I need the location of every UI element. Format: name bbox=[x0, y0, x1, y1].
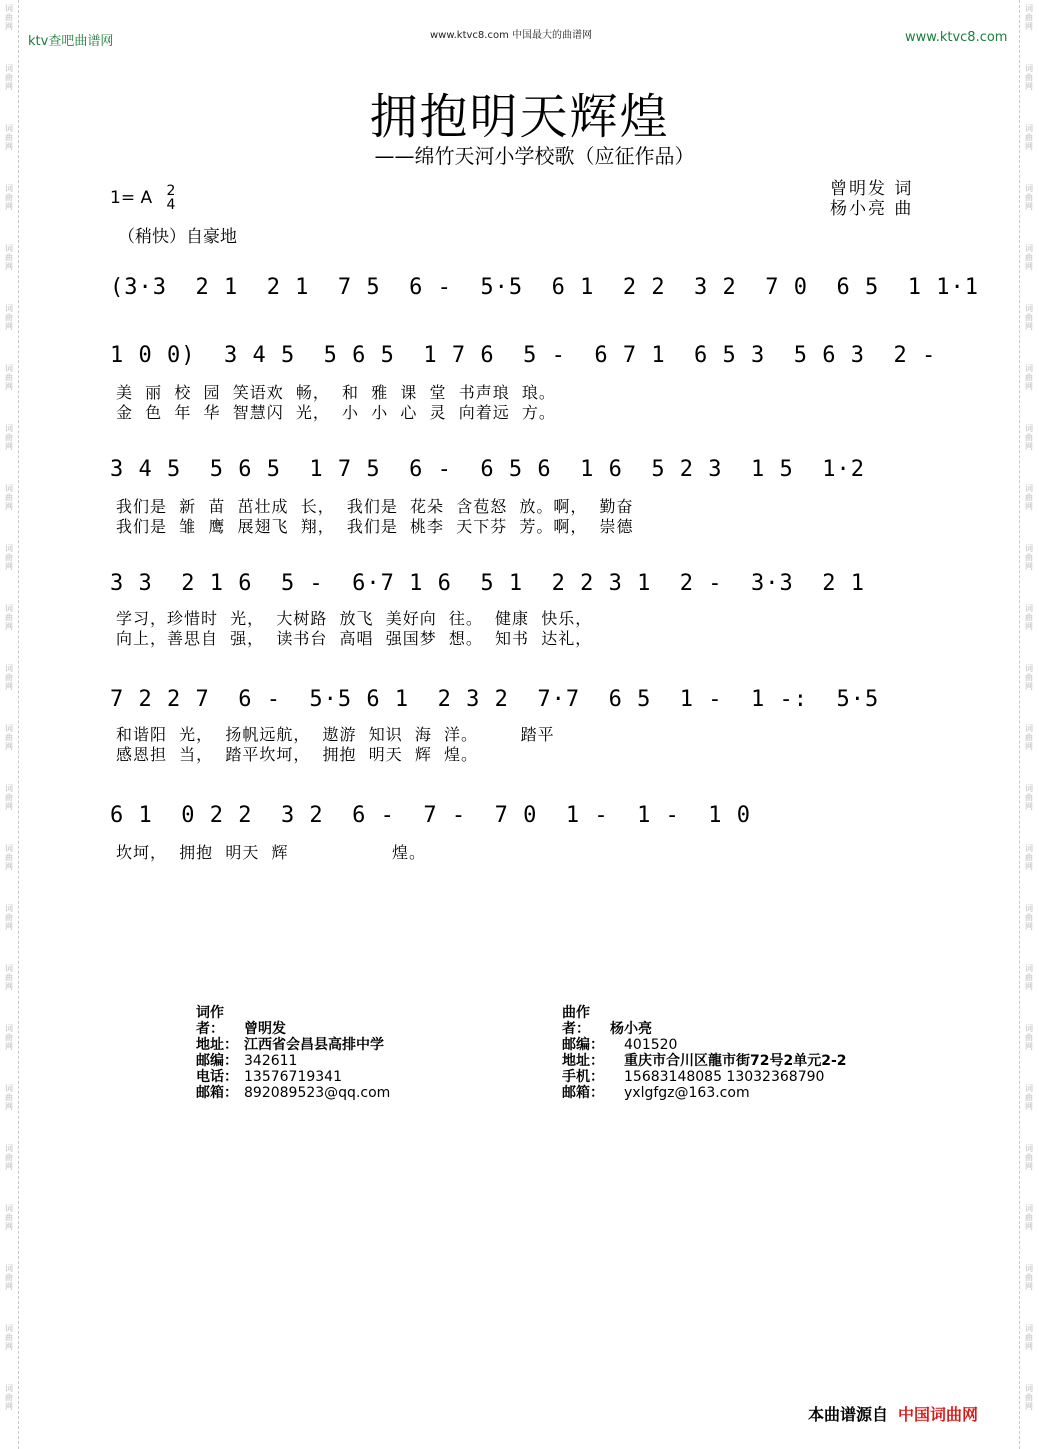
notation-line: (3·3 2 1 2 1 7 5 6 - 5·5 6 1 2 2 3 2 7 0 6 5 1 1·1 bbox=[110, 275, 979, 300]
lyric-verse-1: 美 丽 校 园 笑语欢 畅， 和 雅 课 堂 书声琅 琅。 bbox=[116, 383, 556, 402]
contact-line bbox=[562, 1037, 847, 1053]
side-watermark-mark: 词曲网 bbox=[5, 184, 13, 211]
contact-label: 曲作者： bbox=[562, 1005, 590, 1037]
key-signature: 1= A bbox=[110, 188, 153, 208]
source-credit bbox=[808, 1402, 978, 1425]
contact-email[interactable]: 892089523@qq.com bbox=[244, 1085, 391, 1101]
side-watermark-mark: 词曲网 bbox=[5, 1264, 13, 1291]
side-watermark-mark: 词曲网 bbox=[5, 1084, 13, 1111]
side-watermark-mark: 词曲网 bbox=[5, 544, 13, 571]
contact-label: 电话： bbox=[196, 1069, 238, 1085]
side-watermark-mark: 词曲网 bbox=[1025, 664, 1033, 691]
header-center-text: www.ktvc8.com 中国最大的曲谱网 bbox=[430, 30, 593, 41]
lyric-verse-2: 金 色 年 华 智慧闪 光， 小 小 心 灵 向着远 方。 bbox=[116, 403, 556, 422]
side-watermark-mark: 词曲网 bbox=[1025, 1084, 1033, 1111]
side-watermark-mark: 词曲网 bbox=[1025, 904, 1033, 931]
side-watermark-mark: 词曲网 bbox=[1025, 64, 1033, 91]
contact-label: 地址： bbox=[562, 1053, 604, 1069]
contact-value: 13576719341 bbox=[244, 1069, 342, 1085]
lyric-verse-1: 学习，珍惜时 光， 大树路 放飞 美好向 往。 健康 快乐， bbox=[116, 609, 593, 628]
contact-value: 342611 bbox=[244, 1053, 298, 1069]
lyricist-contact bbox=[196, 1005, 390, 1101]
side-watermark-mark: 词曲网 bbox=[1025, 604, 1033, 631]
side-watermark-mark: 词曲网 bbox=[5, 1204, 13, 1231]
side-watermark-mark: 词曲网 bbox=[1025, 964, 1033, 991]
time-signature-top: 2 bbox=[166, 183, 176, 199]
lyric-verse-1: 坎坷， 拥抱 明天 辉 煌。 bbox=[116, 843, 426, 862]
left-watermark-strip bbox=[0, 0, 19, 1449]
side-watermark-mark: 词曲网 bbox=[5, 784, 13, 811]
source-brand-link[interactable]: 中国词曲网 bbox=[898, 1405, 979, 1424]
contact-email[interactable]: yxlgfgz@163.com bbox=[624, 1085, 750, 1101]
contact-line bbox=[196, 1069, 390, 1085]
contact-label: 地址： bbox=[196, 1037, 238, 1053]
side-watermark-mark: 词曲网 bbox=[5, 64, 13, 91]
contact-line bbox=[562, 1053, 847, 1069]
side-watermark-mark: 词曲网 bbox=[5, 964, 13, 991]
side-watermark-mark: 词曲网 bbox=[5, 244, 13, 271]
contact-label: 手机： bbox=[562, 1069, 604, 1085]
side-watermark-mark: 词曲网 bbox=[1025, 424, 1033, 451]
contact-value: 15683148085 13032368790 bbox=[624, 1069, 825, 1085]
side-watermark-mark: 词曲网 bbox=[1025, 1324, 1033, 1351]
contact-value: 江西省会昌县高排中学 bbox=[244, 1037, 384, 1053]
contact-value: 401520 bbox=[624, 1037, 678, 1053]
contact-label: 邮编： bbox=[562, 1037, 604, 1053]
side-watermark-mark: 词曲网 bbox=[1025, 1144, 1033, 1171]
side-watermark-mark: 词曲网 bbox=[1025, 1384, 1033, 1411]
side-watermark-mark: 词曲网 bbox=[5, 724, 13, 751]
side-watermark-mark: 词曲网 bbox=[1025, 484, 1033, 511]
notation-line: 3 3 2 1 6 5 - 6·7 1 6 5 1 2 2 3 1 2 - 3·3 2 1 bbox=[110, 571, 865, 596]
right-watermark-strip bbox=[1019, 0, 1038, 1449]
time-signature-bottom: 4 bbox=[166, 197, 176, 213]
notation-line: 7 2 2 7 6 - 5·5 6 1 2 3 2 7·7 6 5 1 - 1 -: 5·5 bbox=[110, 687, 880, 712]
notation-line: 3 4 5 5 6 5 1 7 5 6 - 6 5 6 1 6 5 2 3 1 5 1·2 bbox=[110, 457, 865, 482]
contact-line bbox=[196, 1085, 390, 1101]
side-watermark-mark: 词曲网 bbox=[1025, 724, 1033, 751]
lyric-verse-2: 感恩担 当， 踏平坎坷， 拥抱 明天 辉 煌。 bbox=[116, 745, 479, 764]
side-watermark-mark: 词曲网 bbox=[1025, 1264, 1033, 1291]
side-watermark-mark: 词曲网 bbox=[5, 844, 13, 871]
composer-contact bbox=[562, 1005, 847, 1101]
side-watermark-mark: 词曲网 bbox=[5, 484, 13, 511]
side-watermark-mark: 词曲网 bbox=[1025, 1204, 1033, 1231]
contact-line bbox=[562, 1069, 847, 1085]
composer-credit: 杨小亮 曲 bbox=[830, 199, 914, 219]
source-label: 本曲谱源自 bbox=[808, 1405, 889, 1424]
contact-label: 邮箱： bbox=[562, 1085, 604, 1101]
side-watermark-mark: 词曲网 bbox=[5, 904, 13, 931]
header-site-name[interactable]: ktv查吧曲谱网 bbox=[28, 34, 114, 49]
contact-value: 杨小亮 bbox=[610, 1021, 652, 1037]
contact-line bbox=[562, 1005, 847, 1037]
side-watermark-mark: 词曲网 bbox=[1025, 184, 1033, 211]
side-watermark-mark: 词曲网 bbox=[5, 304, 13, 331]
lyric-verse-2: 我们是 雏 鹰 展翅飞 翔， 我们是 桃李 天下芬 芳。啊， 崇德 bbox=[116, 517, 634, 536]
side-watermark-mark: 词曲网 bbox=[1025, 1024, 1033, 1051]
contact-line bbox=[196, 1053, 390, 1069]
header-site-url[interactable]: www.ktvc8.com bbox=[905, 30, 1008, 45]
side-watermark-mark: 词曲网 bbox=[5, 1144, 13, 1171]
song-title: 拥抱明天辉煌 bbox=[369, 89, 670, 145]
notation-line: 1 0 0) 3 4 5 5 6 5 1 7 6 5 - 6 7 1 6 5 3 5 6 3 2 - bbox=[110, 343, 937, 368]
song-subtitle: ——绵竹天河小学校歌（应征作品） bbox=[374, 144, 695, 168]
contact-label: 邮箱： bbox=[196, 1085, 238, 1101]
side-watermark-mark: 词曲网 bbox=[5, 1024, 13, 1051]
contact-line bbox=[562, 1085, 847, 1101]
side-watermark-mark: 词曲网 bbox=[5, 124, 13, 151]
side-watermark-mark: 词曲网 bbox=[1025, 124, 1033, 151]
side-watermark-mark: 词曲网 bbox=[5, 424, 13, 451]
side-watermark-mark: 词曲网 bbox=[1025, 844, 1033, 871]
contact-line bbox=[196, 1005, 390, 1037]
lyric-verse-2: 向上，善思自 强， 读书台 高唱 强国梦 想。 知书 达礼， bbox=[116, 629, 593, 648]
side-watermark-mark: 词曲网 bbox=[5, 1384, 13, 1411]
contact-value: 重庆市合川区龍市街72号2单元2-2 bbox=[624, 1053, 847, 1069]
tempo-marking: （稍快）自豪地 bbox=[118, 227, 237, 247]
side-watermark-mark: 词曲网 bbox=[5, 1324, 13, 1351]
side-watermark-mark: 词曲网 bbox=[1025, 784, 1033, 811]
side-watermark-mark: 词曲网 bbox=[1025, 4, 1033, 31]
contact-value: 曾明发 bbox=[244, 1021, 286, 1037]
contact-label: 邮编： bbox=[196, 1053, 238, 1069]
contact-line bbox=[196, 1037, 390, 1053]
lyric-verse-1: 我们是 新 苗 茁壮成 长， 我们是 花朵 含苞怒 放。啊， 勤奋 bbox=[116, 497, 634, 516]
side-watermark-mark: 词曲网 bbox=[5, 4, 13, 31]
time-signature bbox=[164, 184, 178, 212]
side-watermark-mark: 词曲网 bbox=[5, 364, 13, 391]
notation-line: 6 1 0 2 2 3 2 6 - 7 - 7 0 1 - 1 - 1 0 bbox=[110, 803, 752, 828]
side-watermark-mark: 词曲网 bbox=[5, 604, 13, 631]
contact-label: 词作者： bbox=[196, 1005, 224, 1037]
lyricist-credit: 曾明发 词 bbox=[830, 179, 914, 199]
lyric-verse-1: 和谐阳 光， 扬帆远航， 遨游 知识 海 洋。 踏平 bbox=[116, 725, 555, 744]
side-watermark-mark: 词曲网 bbox=[1025, 304, 1033, 331]
side-watermark-mark: 词曲网 bbox=[1025, 364, 1033, 391]
side-watermark-mark: 词曲网 bbox=[1025, 544, 1033, 571]
side-watermark-mark: 词曲网 bbox=[5, 664, 13, 691]
side-watermark-mark: 词曲网 bbox=[1025, 244, 1033, 271]
